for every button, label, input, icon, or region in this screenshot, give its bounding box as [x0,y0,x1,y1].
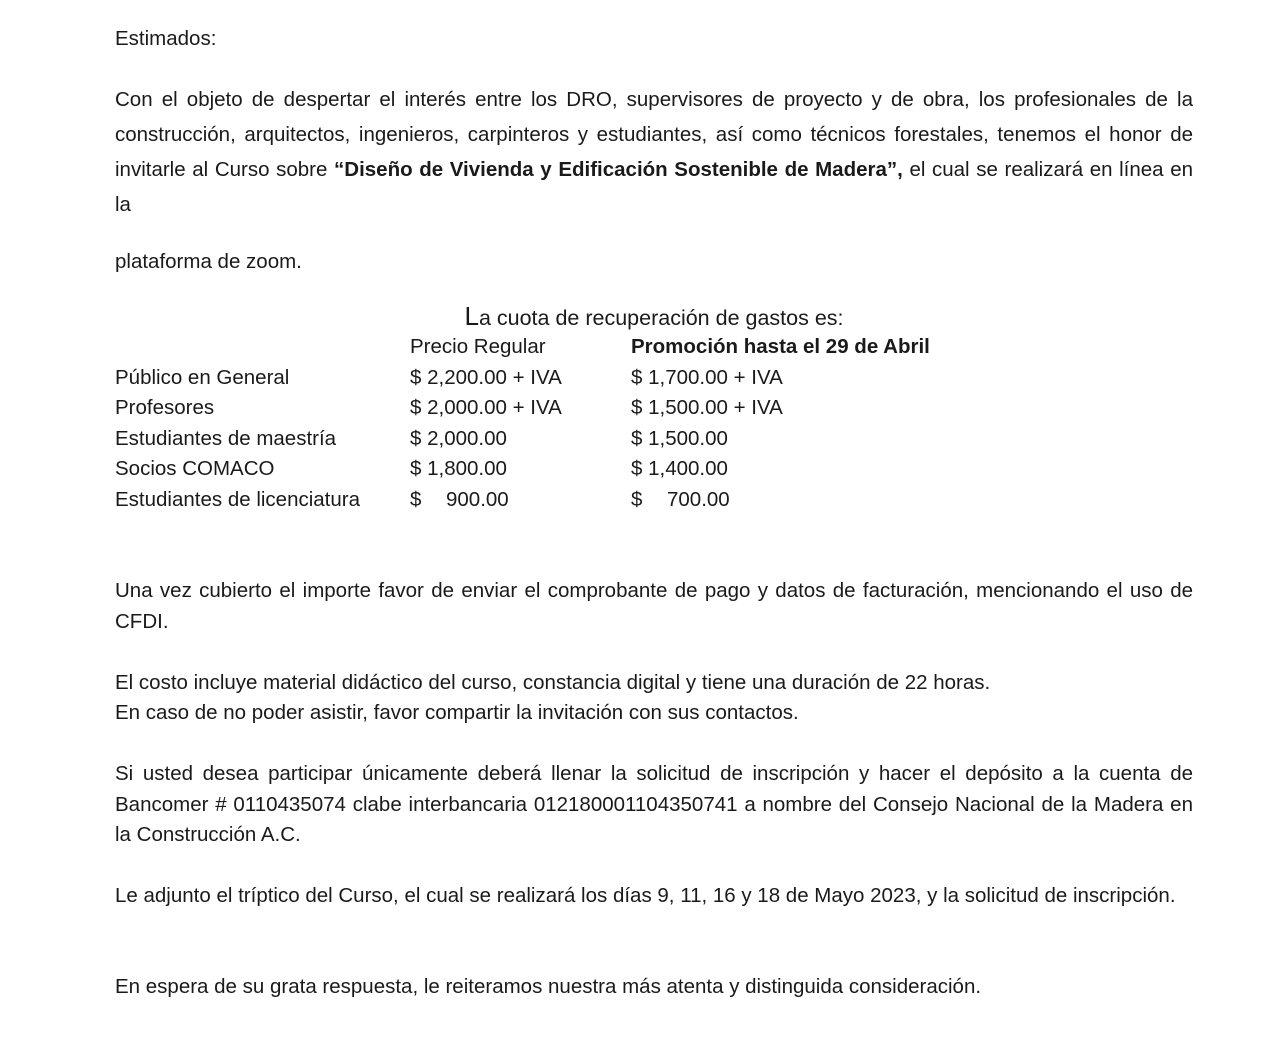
fees-row [115,393,961,424]
fees-regular-amount: 1,800.00 [427,457,507,480]
fees-row-promo [631,363,961,394]
fees-row-promo [631,424,961,455]
platform-line: plataforma de zoom. [115,250,302,273]
currency-symbol: $ [631,487,643,511]
intro-text-2: el cual se realizará en línea en la [115,158,1193,216]
fees-regular-amount: 900.00 [446,487,509,511]
fees-promo-amount: 1,500.00 [648,426,728,450]
fees-row [115,363,961,394]
currency-symbol: $ [631,426,643,450]
fees-header-promo: Promoción hasta el 29 de Abril [631,335,930,358]
fees-header-regular: Precio Regular [410,335,546,358]
fees-regular-amount: 2,000.00 + IVA [427,396,562,419]
closing-line: En espera de su grata respuesta, le reiteramos nuestra más atenta y distinguida consideración. [115,975,982,998]
fees-title-text: a cuota de recuperación de gastos es: [478,306,844,330]
fees-row [115,424,961,455]
currency-symbol: $ [410,426,422,450]
currency-symbol: $ [631,396,643,419]
fees-promo-amount: 700.00 [667,487,730,511]
intro-text-1: Con el objeto de despertar el interés entre los DRO, supervisores de proyecto y de obra, los profesionales de la construcción, arquitectos, ingenieros, carpinteros y estudiantes, así como técnicos forestales, tenemos el honor de invitarle al Curso sobre [115,88,1193,181]
cost-note: El costo incluye material didáctico del curso, constancia digital y tiene una duración de 22 horas. [115,671,991,694]
fees-promo-amount: 1,700.00 + IVA [648,365,783,389]
fees-row-regular [410,454,631,485]
fees-regular-amount: 2,000.00 [427,426,507,450]
fees-row-label: Socios COMACO [115,457,275,480]
fees-title [115,301,1193,333]
fees-row-label: Profesores [115,396,215,419]
fees-regular-amount: 2,200.00 + IVA [427,365,562,389]
course-title: “Diseño de Vivienda y Edificación Sostenible de Madera”, [334,158,903,181]
fees-row-label: Estudiantes de maestría [115,426,337,450]
currency-symbol: $ [410,487,422,511]
currency-symbol: $ [631,365,643,389]
fees-row-label: Público en General [115,365,290,389]
payment-note: Una vez cubierto el importe favor de enviar el comprobante de pago y datos de facturación, mencionando el uso de CFDI. [115,579,1193,633]
currency-symbol: $ [410,365,422,389]
fees-promo-amount: 1,400.00 [648,457,728,480]
currency-symbol: $ [410,396,422,419]
fees-row-promo [631,454,961,485]
fees-row-regular [410,393,631,424]
attachment-note: Le adjunto el tríptico del Curso, el cual se realizará los días 9, 11, 16 y 18 de Mayo 2023, y la solicitud de inscripción. [115,884,1176,907]
fees-row-promo [631,393,961,424]
fees-row-regular [410,485,631,516]
fees-row-regular [410,363,631,394]
fees-row [115,485,961,516]
greeting: Estimados: [115,27,217,50]
currency-symbol: $ [631,457,643,480]
share-note: En caso de no poder asistir, favor compartir la invitación con sus contactos. [115,701,799,724]
fees-header-row [115,332,961,363]
fees-row-promo [631,485,961,516]
fees-title-initial: L [464,301,479,331]
fees-promo-amount: 1,500.00 + IVA [648,396,783,419]
fees-header-empty [115,332,410,363]
fees-table [115,332,961,515]
currency-symbol: $ [410,457,422,480]
fees-row-regular [410,424,631,455]
fees-row [115,454,961,485]
deposit-note: Si usted desea participar únicamente deberá llenar la solicitud de inscripción y hacer el depósito a la cuenta de Bancomer # 0110435074 clabe interbancaria 012180001104350741 a nombre del Consejo Nacional de la Madera en la Construcción A.C. [115,762,1193,846]
fees-row-label: Estudiantes de licenciatura [115,487,361,511]
intro-paragraph [115,82,1193,222]
